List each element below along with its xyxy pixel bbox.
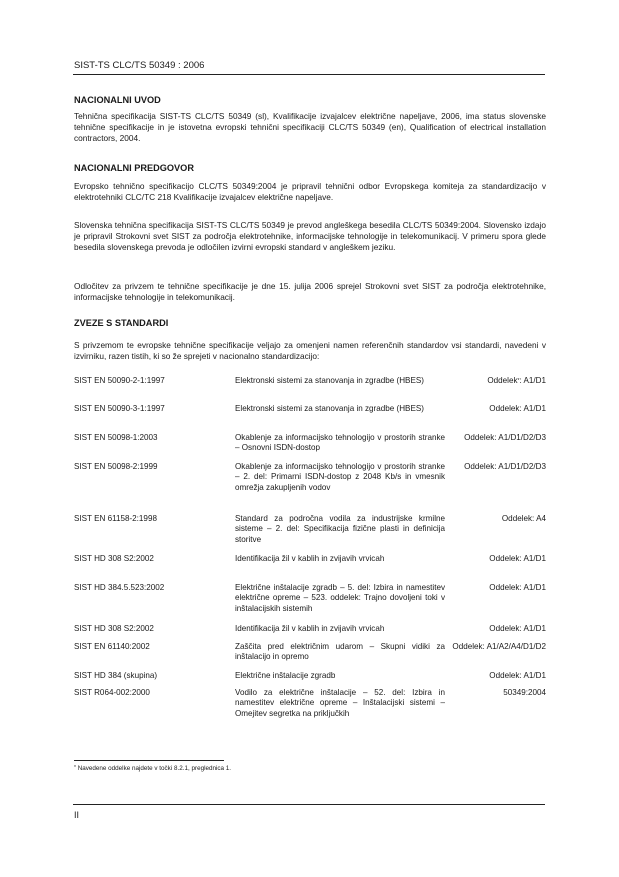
heading-nacionalni-predgovor: NACIONALNI PREDGOVOR bbox=[74, 163, 194, 173]
standard-code: SIST HD 384 (skupina) bbox=[74, 671, 158, 680]
section-label: Oddelek bbox=[487, 376, 518, 385]
standard-code: SIST HD 384.5.523:2002 bbox=[74, 583, 165, 592]
standard-title: Zaščita pred električnim udarom – Skupni vidiki za inštalacijo in opremo bbox=[235, 642, 445, 662]
standard-section: Oddelek: A1/D1 bbox=[489, 404, 546, 413]
standard-title: Električne inštalacije zgradb – 5. del: Izbira in namestitev električne opreme – 523. oddelek: Trajno dovoljeni toki v inštalacijskih sistemih bbox=[235, 583, 445, 613]
paragraph-zveze: S privzemom te evropske tehnične specifikacije veljajo za omenjeni namen referenčnih standardov vsi standardi, navedeni v izvirniku, razen tistih, ki so že sprejeti v nacionalno standardizacijo: bbox=[74, 340, 546, 362]
standard-code: SIST EN 50098-1:2003 bbox=[74, 433, 158, 442]
standard-title: Okablenje za informacijsko tehnologijo v prostorih stranke – 2. del: Primarni ISDN-dostop z 2048 Kb/s in vmesnik omrežja zakupljenih vodov bbox=[235, 462, 445, 492]
paragraph-predgovor-3: Odločitev za privzem te tehnične specifikacije je dne 15. julija 2006 sprejel Strokovni svet SIST za področja elektrotehnike, informacijske tehnologije in telekomunikacij. bbox=[74, 281, 546, 303]
standard-section: Oddelek: A1/A2/A4/D1/D2 bbox=[452, 642, 546, 651]
standard-code: SIST HD 308 S2:2002 bbox=[74, 554, 154, 563]
standard-title: Električne inštalacije zgradb bbox=[235, 671, 336, 680]
standard-title: Identifikacija žil v kablih in zvijavih vrvicah bbox=[235, 624, 385, 633]
standard-section: Oddelek: A1/D1/D2/D3 bbox=[464, 433, 546, 442]
paragraph-predgovor-1: Evropsko tehnično specifikacijo CLC/TS 50349:2004 je pripravil tehnični odbor Evropskega komiteja za standardizacijo v elektrotehniki CLC/TC 218 Kvalifikacije izvajalcev električne napeljave. bbox=[74, 181, 546, 203]
paragraph-predgovor-2: Slovenska tehnična specifikacija SIST-TS CLC/TS 50349 je prevod angleškega besedila CLC/TS 50349:2004. Slovensko izdajo je pripravil Strokovni svet SIST za področja elektrotehnike, informacijske tehnologije in telekomunikacij. V primeru spora glede besedila slovenskega prevoda je odločilen izvirni evropski standard v angleškem jeziku. bbox=[74, 220, 546, 253]
page-number: II bbox=[74, 810, 80, 820]
standard-title: Elektronski sistemi za stanovanja in zgradbe (HBES) bbox=[235, 376, 424, 385]
footnote-mark: * bbox=[517, 378, 520, 384]
standard-section: Oddelek: A1/D1 bbox=[489, 554, 546, 563]
standard-code: SIST EN 50098-2:1999 bbox=[74, 462, 158, 471]
paragraph-uvod: Tehnična specifikacija SIST-TS CLC/TS 50349 (sl), Kvalifikacije izvajalcev električne napeljave, 2006, ima status slovenske tehnične specifikacije in je istovetna evropski tehnični specifikaciji CLC/TS 50349 (en), Qualification of electrical installation contractors, 2004. bbox=[74, 111, 546, 144]
footnote-marker: * bbox=[74, 765, 76, 771]
footnote-text: Navedene oddelke najdete v točki 8.2.1, preglednica 1. bbox=[77, 765, 232, 772]
footnote-rule bbox=[74, 760, 224, 761]
heading-nacionalni-uvod: NACIONALNI UVOD bbox=[74, 95, 161, 105]
header-rule bbox=[73, 74, 545, 75]
standard-title: Elektronski sistemi za stanovanja in zgradbe (HBES) bbox=[235, 404, 424, 413]
standard-code: SIST R064-002:2000 bbox=[74, 688, 150, 697]
standard-code: SIST EN 61140:2002 bbox=[74, 642, 150, 651]
standard-section bbox=[446, 376, 546, 386]
standard-section: Oddelek: A1/D1 bbox=[489, 624, 546, 633]
standard-title: Standard za področna vodila za industrijske krmilne sisteme – 2. del: Specifikacija fizične plasti in definicija storitve bbox=[235, 514, 445, 544]
standard-section: Oddelek: A1/D1 bbox=[489, 583, 546, 592]
standard-code: SIST EN 50090-3-1:1997 bbox=[74, 404, 165, 413]
standard-code: SIST HD 308 S2:2002 bbox=[74, 624, 154, 633]
section-value: : A1/D1 bbox=[519, 376, 546, 385]
standard-code: SIST EN 61158-2:1998 bbox=[74, 514, 157, 523]
heading-zveze-s-standardi: ZVEZE S STANDARDI bbox=[74, 318, 169, 328]
footnote bbox=[74, 765, 231, 772]
standard-title: Okablenje za informacijsko tehnologijo v prostorih stranke – Osnovni ISDN-dostop bbox=[235, 433, 445, 453]
standard-code: SIST EN 50090-2-1:1997 bbox=[74, 376, 165, 385]
standard-section: Oddelek: A1/D1 bbox=[489, 671, 546, 680]
standard-section: Oddelek: A4 bbox=[501, 514, 546, 523]
footer-rule bbox=[73, 804, 545, 805]
standard-title: Identifikacija žil v kablih in zvijavih vrvicah bbox=[235, 554, 385, 563]
standard-section: Oddelek: A1/D1/D2/D3 bbox=[464, 462, 546, 471]
standard-section: 50349:2004 bbox=[503, 688, 546, 697]
running-header: SIST-TS CLC/TS 50349 : 2006 bbox=[74, 60, 205, 71]
standard-title: Vodilo za električne inštalacije – 52. del: Izbira in namestitev električne opreme – Inštalacijski sistemi – Omejitev segretka na priključkih bbox=[235, 688, 445, 718]
